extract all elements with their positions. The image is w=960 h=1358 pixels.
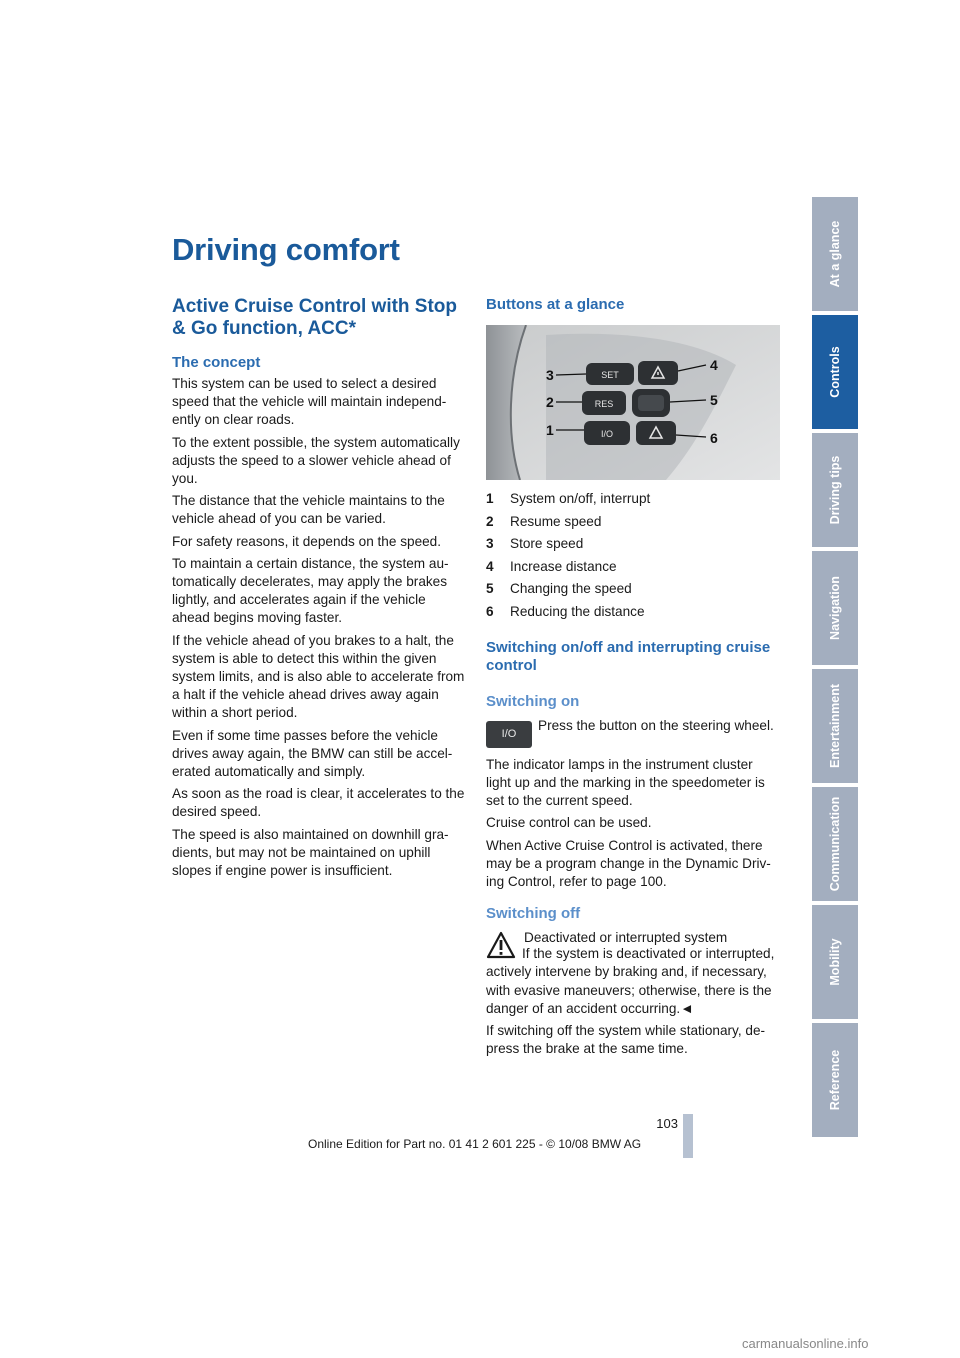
- paragraph: As soon as the road is clear, it accelerates to the desired speed.: [172, 786, 465, 820]
- paragraph: For safety reasons, it depends on the speed.: [172, 533, 442, 549]
- warning-title: Deactivated or interrupted system: [524, 930, 728, 946]
- paragraph: Cruise control can be used.: [486, 815, 652, 831]
- chapter-sidebar: [812, 197, 858, 1141]
- page-number: 103: [656, 1116, 678, 1131]
- io-label: I/O: [600, 429, 614, 439]
- list-item: 1 System on/off, interrupt: [486, 491, 651, 506]
- tab-at-a-glance[interactable]: At a glance: [812, 197, 858, 311]
- paragraph: When Active Cruise Control is activated, there may be a program change in the Dynamic Driv-ing Control, refer to page 100.: [486, 837, 771, 889]
- list-item: 5 Changing the speed: [486, 581, 632, 596]
- paragraph: The speed is also maintained on downhill gra-dients, but may not be maintained on uphill slopes if engine power is insufficient.: [172, 826, 449, 879]
- list-item: 3 Store speed: [486, 536, 584, 551]
- tab-navigation[interactable]: Navigation: [812, 551, 858, 665]
- callout-2: 2: [546, 394, 554, 410]
- subheading-buttons: Buttons at a glance: [486, 296, 625, 313]
- callout-4: 4: [710, 357, 718, 373]
- callout-6: 6: [710, 430, 718, 446]
- callout-1: 1: [546, 422, 554, 438]
- paragraph: The indicator lamps in the instrument cluster light up and the marking in the speedometer is set to the current speed.: [486, 756, 765, 809]
- warning-text: If the system is deactivated or interrupted, actively intervene by braking and, if necessary, with evasive maneuvers; otherwise, there is the danger of an accident occurring.◄: [486, 946, 775, 1016]
- watermark: carmanualsonline.info: [742, 1336, 869, 1351]
- tab-driving-tips[interactable]: Driving tips: [812, 433, 858, 547]
- subheading-switching-off: Switching off: [486, 905, 581, 923]
- steering-wheel-illustration: [486, 325, 780, 480]
- paragraph: The distance that the vehicle maintains to the vehicle ahead of you can be varied.: [172, 493, 445, 527]
- tab-controls[interactable]: Controls: [812, 315, 858, 429]
- paragraph: To maintain a certain distance, the system au-tomatically decelerates, may apply the brakes lightly, and accelerates again if the vehicle ahead begins moving faster.: [172, 555, 449, 626]
- tab-mobility[interactable]: Mobility: [812, 905, 858, 1019]
- section-heading-acc: Active Cruise Control with Stop & Go function, ACC*: [172, 296, 458, 339]
- paragraph: If the vehicle ahead of you brakes to a halt, the system is able to detect this within the given system limits, and is also able to accelerate from a halt if the vehicle ahead drives away again within a short period.: [172, 632, 465, 721]
- paragraph: To the extent possible, the system automatically adjusts the speed to a slower vehicle ahead of you.: [172, 434, 460, 487]
- tab-entertainment[interactable]: Entertainment: [812, 669, 858, 783]
- subheading-switching-on: Switching on: [486, 692, 580, 710]
- paragraph: This system can be used to select a desired speed that the vehicle will maintain independ-ently on clear roads.: [172, 376, 447, 428]
- instruction-text: Press the button on the steering wheel.: [538, 717, 774, 733]
- paragraph: If switching off the system while stationary, de-press the brake at the same time.: [486, 1022, 766, 1057]
- switch-on-instruction: [486, 717, 781, 748]
- subheading-concept: The concept: [172, 354, 261, 371]
- button-legend-list: [486, 490, 781, 621]
- list-item: 6 Reducing the distance: [486, 603, 645, 619]
- page-title: Driving comfort: [172, 232, 400, 267]
- page-number-bar: [683, 1114, 693, 1158]
- right-column: [486, 296, 781, 1062]
- set-label: SET: [601, 370, 619, 380]
- callout-5: 5: [710, 392, 718, 408]
- tab-communication[interactable]: Communication: [812, 787, 858, 901]
- footer-edition: Online Edition for Part no. 01 41 2 601 225 - © 10/08 BMW AG: [308, 1137, 642, 1151]
- list-item: 2 Resume speed: [486, 513, 602, 529]
- steering-wheel-buttons-photo: [486, 325, 780, 480]
- subheading-switching: Switching on/off and interrupting cruise control: [486, 638, 771, 674]
- callout-3: 3: [546, 367, 554, 383]
- warning-triangle-icon: [486, 931, 516, 959]
- tab-reference[interactable]: Reference: [812, 1023, 858, 1137]
- list-item: 4 Increase distance: [486, 558, 617, 574]
- res-label: RES: [594, 399, 614, 409]
- paragraph: Even if some time passes before the vehicle drives away again, the BMW can still be accel-erated automatically and simply.: [172, 727, 453, 780]
- io-button-icon: I/O: [486, 721, 532, 748]
- left-column: [172, 296, 465, 884]
